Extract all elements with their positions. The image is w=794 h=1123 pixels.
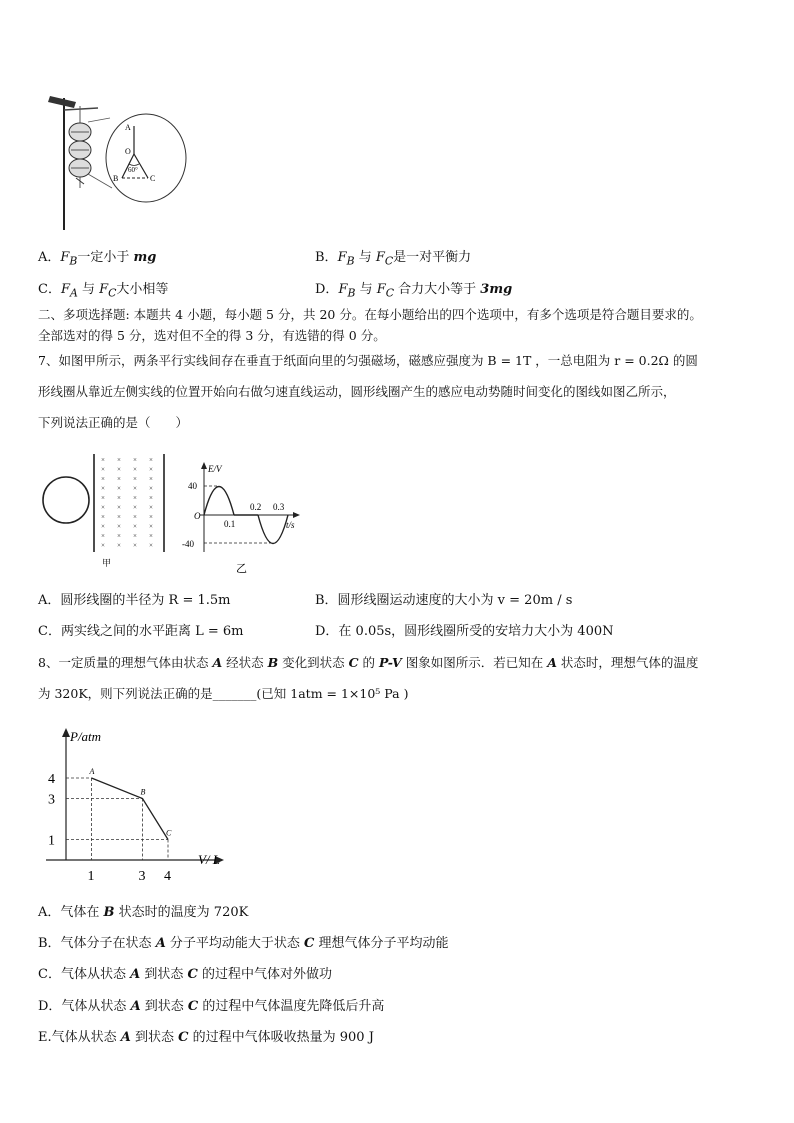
- pv-ylabel: P/atm: [70, 729, 102, 744]
- field-cross-mark: ×: [133, 541, 137, 550]
- q6-option-d[interactable]: D．$F_B$ 与 $F_C$ 合力大小等于 3mg: [315, 282, 513, 300]
- field-cross-mark: ×: [149, 456, 153, 464]
- field-cross-mark: ×: [101, 522, 105, 531]
- pv-y-tick: 1: [48, 833, 55, 849]
- section2-heading-line2: 全部选对的得 5 分，选对但不全的得 3 分，有选错的得 0 分。: [38, 328, 386, 343]
- q7-option-d[interactable]: D．在 0.05s，圆形线圈所受的安培力大小为 400N: [315, 624, 614, 639]
- yi-yneg: -40: [182, 539, 194, 549]
- pv-y-tick: 3: [48, 792, 55, 808]
- yi-t3: 0.3: [273, 502, 285, 512]
- field-cross-mark: ×: [101, 484, 105, 493]
- field-cross-mark: ×: [149, 532, 153, 540]
- field-cross-mark: ×: [117, 456, 121, 464]
- pv-x-tick: 1: [87, 869, 95, 884]
- pv-y-tick: 4: [48, 772, 55, 787]
- field-cross-mark: ×: [117, 475, 121, 483]
- label-angle: 60°: [128, 166, 138, 174]
- q8-stem-line1: 8、一定质量的理想气体由状态 A 经状态 B 变化到状态 C 的 P-V 图象如图所示．若已知在 A 状态时，理想气体的温度: [38, 655, 699, 670]
- yi-origin: O: [194, 511, 201, 521]
- field-cross-mark: ×: [149, 541, 153, 550]
- q7-option-b[interactable]: B．圆形线圈运动速度的大小为 v = 20m / s: [315, 593, 573, 608]
- pv-point-label-a: A: [89, 767, 95, 776]
- field-cross-mark: ×: [133, 522, 137, 531]
- q7-stem-line1: 7、如图甲所示，两条平行实线间存在垂直于纸面向里的匀强磁场，磁感应强度为 B = 1T ，一总电阻为 r = 0.2Ω 的圆: [38, 353, 698, 368]
- field-cross-mark: ×: [117, 532, 121, 540]
- section2-heading-line1: 二、多项选择题: 本题共 4 小题，每小题 5 分，共 20 分。在每小题给出的四个选项中，有多个选项是符合题目要求的。: [38, 307, 702, 322]
- field-cross-mark: ×: [101, 532, 105, 540]
- field-cross-mark: ×: [101, 456, 105, 464]
- label-a: A: [125, 123, 131, 132]
- q8-option-e[interactable]: E.气体从状态 A 到状态 C 的过程中气体吸收热量为 900 J: [38, 1030, 374, 1045]
- field-cross-mark: ×: [149, 465, 153, 474]
- q7-option-a[interactable]: A．圆形线圈的半径为 R = 1.5m: [38, 593, 231, 608]
- field-cross-mark: ×: [149, 475, 153, 483]
- field-cross-mark: ×: [117, 465, 121, 474]
- fig-yi-label: 乙: [236, 563, 247, 575]
- pv-point-label-c: C: [166, 828, 172, 838]
- label-c: C: [150, 174, 156, 183]
- field-cross-mark: ×: [117, 494, 121, 502]
- pv-process-line: [92, 778, 169, 840]
- q7-stem-line3: 下列说法正确的是（ ）: [38, 415, 189, 430]
- pv-x-tick: 4: [164, 869, 171, 884]
- pv-x-tick: 3: [138, 869, 146, 884]
- field-cross-mark: ×: [101, 475, 105, 483]
- field-cross-mark: ×: [117, 513, 121, 521]
- fig-jia-label: 甲: [102, 558, 112, 568]
- field-cross-mark: ×: [149, 513, 153, 521]
- label-o: O: [125, 147, 131, 156]
- field-cross-mark: ×: [149, 503, 153, 512]
- q8-option-a[interactable]: A．气体在 B 状态时的温度为 720K: [38, 905, 249, 920]
- field-cross-mark: ×: [133, 475, 137, 483]
- field-cross-mark: ×: [133, 513, 137, 521]
- pv-point-label-b: B: [140, 787, 146, 797]
- pv-xlabel: V/ L: [198, 852, 221, 867]
- q6-option-a[interactable]: A．$F_B$一定小于 mg: [38, 250, 157, 268]
- q6-option-b[interactable]: B．$F_B$ 与 $F_C$是一对平衡力: [315, 250, 472, 268]
- q7-option-c[interactable]: C．两实线之间的水平距离 L = 6m: [38, 624, 244, 639]
- field-cross-mark: ×: [149, 522, 153, 531]
- yi-ylabel: E/V: [208, 464, 222, 474]
- yi-ypos: 40: [188, 481, 197, 491]
- field-cross-mark: ×: [133, 503, 137, 512]
- field-cross-mark: ×: [149, 494, 153, 502]
- q6-option-c[interactable]: C．$F_A$ 与 $F_C$大小相等: [38, 282, 169, 300]
- field-cross-mark: ×: [133, 484, 137, 493]
- label-b: B: [113, 174, 119, 183]
- yi-t2: 0.2: [250, 502, 262, 512]
- field-cross-mark: ×: [149, 484, 153, 493]
- field-cross-mark: ×: [117, 541, 121, 550]
- field-cross-mark: ×: [133, 494, 137, 502]
- q7-stem-line2: 形线圈从靠近左侧实线的位置开始向右做匀速直线运动，圆形线圈产生的感应电动势随时间变化的图线如图乙所示，: [38, 384, 676, 399]
- field-cross-mark: ×: [133, 456, 137, 464]
- field-cross-mark: ×: [117, 522, 121, 531]
- field-cross-mark: ×: [117, 484, 121, 493]
- field-cross-mark: ×: [101, 503, 105, 512]
- q6-lamp-figure: [40, 88, 200, 233]
- yi-t1: 0.1: [224, 519, 236, 529]
- field-cross-mark: ×: [117, 503, 121, 512]
- field-cross-mark: ×: [101, 541, 105, 550]
- q7-figure-jia: [42, 452, 172, 570]
- field-cross-mark: ×: [133, 532, 137, 540]
- q7-figure-yi: [178, 460, 308, 575]
- yi-xlabel: t/s: [286, 520, 295, 530]
- q8-option-b[interactable]: B．气体分子在状态 A 分子平均动能大于状态 C 理想气体分子平均动能: [38, 936, 449, 951]
- field-cross-mark: ×: [101, 513, 105, 521]
- q8-stem-line2: 为 320K，则下列说法正确的是_______(已知 1atm = 1×10⁵ Pa ): [38, 686, 409, 701]
- field-cross-mark: ×: [133, 465, 137, 474]
- q8-option-c[interactable]: C．气体从状态 A 到状态 C 的过程中气体对外做功: [38, 967, 332, 982]
- q8-option-d[interactable]: D．气体从状态 A 到状态 C 的过程中气体温度先降低后升高: [38, 999, 385, 1014]
- field-cross-mark: ×: [101, 494, 105, 502]
- q8-pv-chart: [38, 722, 238, 887]
- field-cross-mark: ×: [101, 465, 105, 474]
